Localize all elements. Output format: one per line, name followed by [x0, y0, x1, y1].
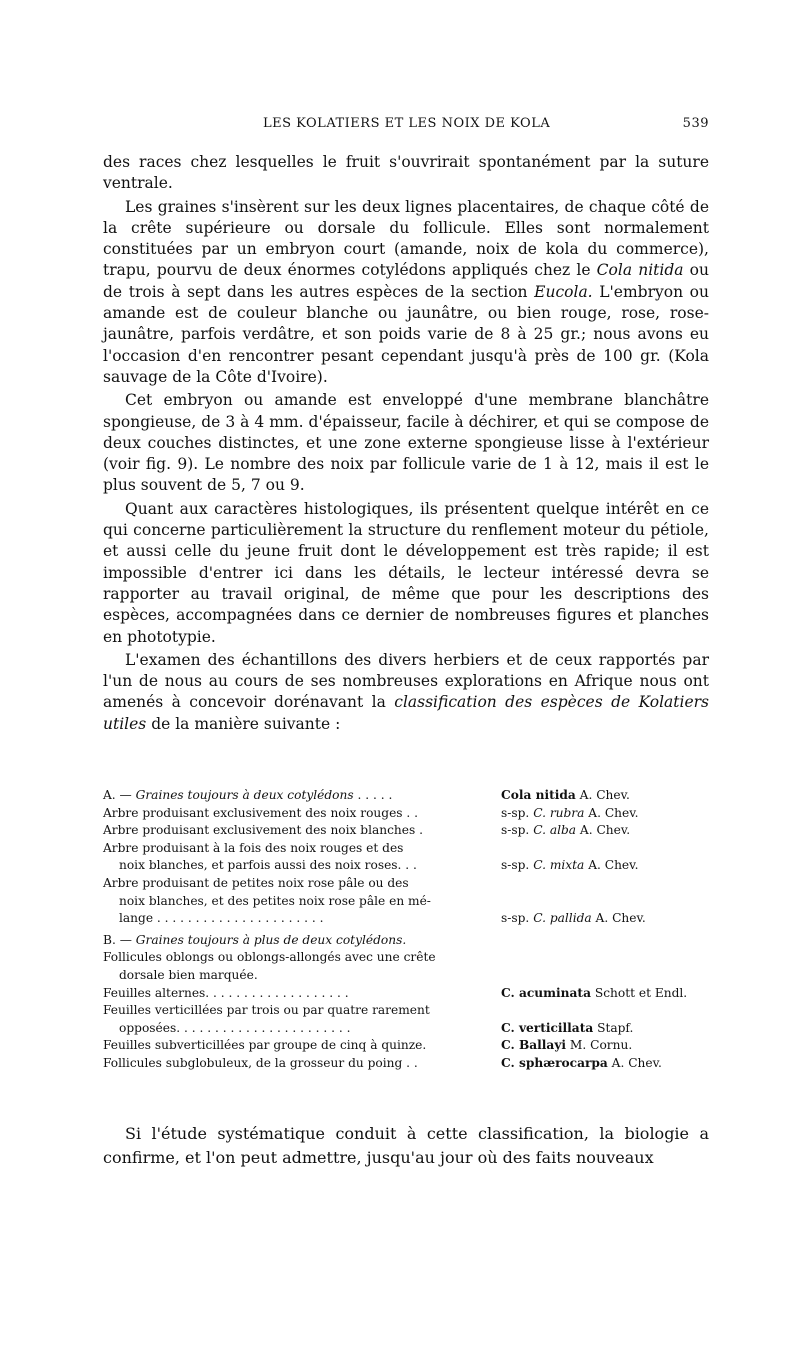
paragraph-4 [103, 650, 709, 735]
species-c-rubra: C. rubra [533, 805, 585, 820]
key-a-row-rubra: Arbre produisant exclusivement des noix rouges . . s-sp. C. rubra A. Chev. [103, 805, 639, 820]
paragraph-1-text-a: Les graines s'insèrent sur les deux lignes placentaires, de chaque côté de la crête supérieure ou dorsale du follicule. Elles sont normalement constituées par un embryon court (amande, noix de kola du commerce), trapu, pourvu de deux énormes cotylédons appliqués chez le [103, 197, 709, 280]
key-a-row-mixta: Arbre produisant à la fois des noix rouges et des noix blanches, et parfois aussi des noix roses. . . s-sp. C. mixta A. Chev. [103, 840, 639, 873]
key-a-row-alba: Arbre produisant exclusivement des noix blanches . s-sp. C. alba A. Chev. [103, 823, 631, 838]
paragraph-3: Quant aux caractères histologiques, ils présentent quelque intérêt en ce qui concerne particulièrement la structure du renflement moteur du pétiole, et aussi celle du jeune fruit dont le développement est très rapide; il est impossible d'entrer ici dans les détails, le lecteur intéressé devra se rapporter au travail original, de même que pour les descriptions des espèces, accompagnées dans ce dernier de nombreuses figures et planches en phototypie. [103, 499, 709, 646]
paragraph-1-text-c: L'embryon ou amande est de couleur blanche ou jaunâtre, ou bien rouge, rose, rose-jaunâtre, parfois verdâtre, et son poids varie de 8 à 25 gr.; nous avons eu l'occasion d'en rencontrer pesant cependant jusqu'à près de 100 gr. (Kola sauvage de la Côte d'Ivoire). [103, 282, 709, 386]
key-b-row-ballayi: Feuilles subverticillées par groupe de cinq à quinze. C. Ballayi M. Cornu. [103, 1038, 633, 1053]
species-c-alba: C. alba [533, 823, 577, 838]
key-a-heading [103, 787, 709, 805]
species-c-pallida: C. pallida [533, 911, 592, 926]
classification-phrase: classification des espèces de Kolatiers utiles [103, 693, 709, 733]
species-name-cola-nitida: Cola nitida [596, 261, 684, 280]
running-header [103, 116, 709, 136]
section-name-eucola: Eucola. [534, 282, 593, 301]
species-c-ballayi: C. Ballayi [501, 1038, 567, 1053]
closing-paragraph: Si l'étude systématique conduit à cette classification, la biologie a confirme, et l'on peut admettre, jusqu'au jour où des faits nouveaux [103, 1124, 709, 1167]
body-text [103, 152, 709, 735]
paragraph-1-text-b: ou de trois à sept dans les autres espèces de la section [103, 261, 709, 301]
key-b-row-follicules: Follicules oblongs ou oblongs-allongés avec une crête dorsale bien marquée. [103, 950, 436, 982]
species-c-sphaerocarpa: C. sphærocarpa [501, 1055, 608, 1070]
paragraph-4-text-b: de la manière suivante : [146, 714, 341, 733]
key-b-heading [103, 932, 709, 950]
page-number: 539 [682, 116, 709, 131]
key-a-title: Graines toujours à deux cotylédons [135, 788, 354, 802]
paragraph-1 [103, 197, 709, 389]
classification-key [103, 787, 709, 1073]
key-b-label: B. — [103, 932, 136, 947]
key-b-row-acuminata: Feuilles alternes. . . . . . . . . . . . . . . . . . . C. acuminata Schott et Endl. [103, 985, 688, 1000]
closing-text [103, 1122, 709, 1170]
key-a-dots: . . . . . [353, 788, 393, 802]
paragraph-0: des races chez lesquelles le fruit s'ouvrirait spontanément par la suture ventrale. [103, 153, 709, 193]
paragraph-4-text-a: L'examen des échantillons des divers herbiers et de ceux rapportés par l'un de nous au cours de ses nombreuses explorations en Afrique nous ont amenés à concevoir dorénavant la [103, 650, 709, 712]
key-b-row-verticillata: Feuilles verticillées par trois ou par quatre rarement opposées. . . . . . . . . . . . . . . . . . . . . . . C. verticillata Stapf. [103, 1003, 634, 1035]
species-c-acuminata: C. acuminata [501, 985, 591, 1000]
key-b-row-sphaerocarpa: Follicules subglobuleux, de la grosseur du poing . . C. sphærocarpa A. Chev. [103, 1055, 662, 1070]
key-a-result-name: Cola nitida [501, 788, 576, 802]
key-a-row-pallida: Arbre produisant de petites noix rose pâle ou des noix blanches, et des petites noix rose pâle en mé- lange . . . . . . . . . . . . . . . . . . . . . . s-sp. C. pallida A. Chev. [103, 875, 646, 926]
key-a-result-author: A. Chev. [575, 788, 630, 802]
key-b-title: Graines toujours à plus de deux cotylédons. [135, 932, 407, 947]
species-c-mixta: C. mixta [533, 858, 585, 873]
paragraph-2: Cet embryon ou amande est enveloppé d'une membrane blanchâtre spongieuse, de 3 à 4 mm. d'épaisseur, facile à déchirer, et qui se compose de deux couches distinctes, et une zone externe spongieuse lisse à l'extérieur (voir fig. 9). Le nombre des noix par follicule varie de 1 à 12, mais il est le plus souvent de 5, 7 ou 9. [103, 391, 709, 495]
key-a-label: A. — [103, 788, 136, 802]
species-c-verticillata: C. verticillata [501, 1020, 594, 1035]
running-title: LES KOLATIERS ET LES NOIX DE KOLA [263, 116, 551, 131]
